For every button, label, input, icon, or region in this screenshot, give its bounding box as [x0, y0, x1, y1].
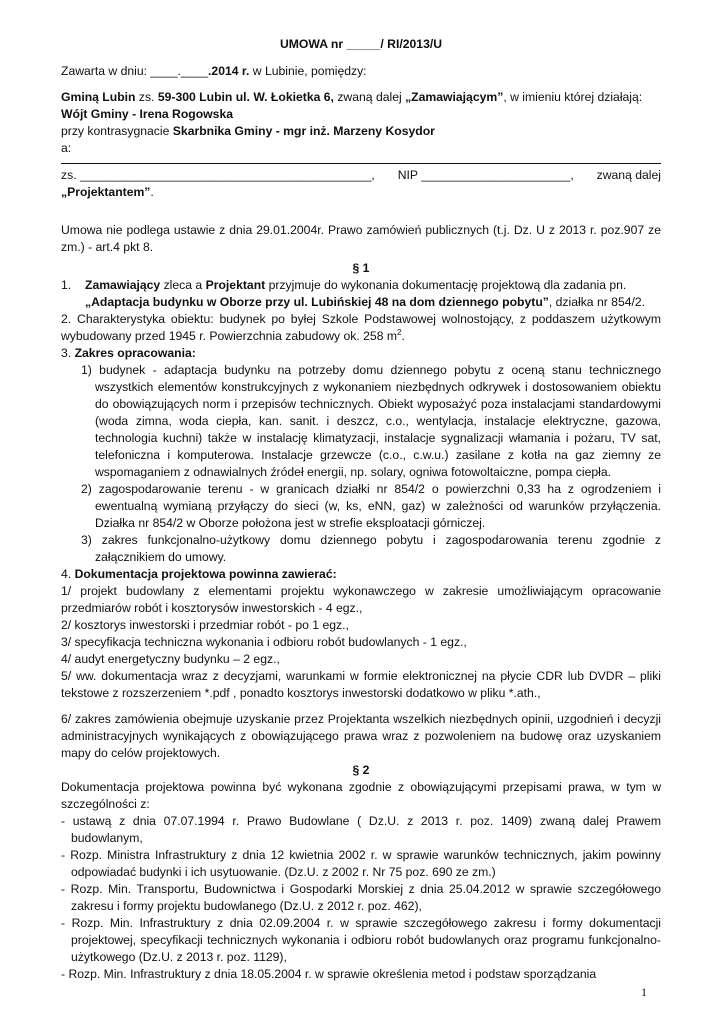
- s1-point-4-head: Dokumentacja projektowa powinna zawierać:: [74, 567, 337, 581]
- s1-point-4: [61, 566, 661, 583]
- s1-point-3-number: 3.: [61, 346, 75, 360]
- projektant-dot: .: [150, 185, 154, 199]
- documentation-item: 2/ kosztorys inwestorski i przedmiar robót - po 1 egz.,: [61, 618, 349, 632]
- documentation-item: 4/ audyt energetyczny budynku – 2 egz.,: [61, 652, 280, 666]
- projektant-line: [61, 184, 661, 201]
- contract-title: UMOWA nr _____/ RI/2013/U: [279, 37, 443, 51]
- zs-blank: zs. ___________________________________________,: [61, 168, 375, 182]
- s1-point-3-head: Zakres opracowania:: [74, 346, 196, 360]
- s1-point-2: [61, 311, 661, 345]
- nip-blank: NIP ______________________,: [397, 168, 574, 182]
- kontra-prefix: przy kontrasygnacie: [61, 124, 173, 138]
- s1-projektant: Projektant: [205, 278, 266, 292]
- s1-plot: , działka nr 854/2.: [548, 295, 646, 309]
- s1-text-b: przyjmuje do wykonania dokumentację projektową dla zadania pn.: [265, 278, 627, 292]
- party-address: 59-300 Lubin ul. W. Łokietka 6,: [157, 90, 334, 104]
- s2-intro: Dokumentacja projektowa powinna być wykonana zgodnie z obowiązującymi przepisami prawa, w tym w szczególności z:: [61, 780, 661, 811]
- date-suffix: w Lubinie, pomiędzy:: [249, 64, 367, 78]
- party-designer-row: [61, 167, 661, 184]
- pzp-note: Umowa nie podlega ustawie z dnia 29.01.2004r. Prawo zamówień publicznych (t.j. Dz. U z 2013 r. poz.907 ze zm.) - art.4 pkt 8.: [61, 223, 661, 254]
- page-number: 1: [641, 985, 647, 999]
- s1-point-3: [61, 345, 661, 362]
- date-prefix: Zawarta w dniu: ____.____: [61, 64, 209, 78]
- s1-point-2-dot: .: [401, 329, 405, 343]
- regulation-item: - Rozp. Min. Infrastruktury z dnia 18.05.2004 r. w sprawie określenia metod i podstaw sporządzania: [61, 967, 597, 981]
- section-2-heading: § 2: [352, 763, 370, 777]
- regulation-item: - Rozp. Ministra Infrastruktury z dnia 12 kwietnia 2002 r. w sprawie warunków technicznych, jakim powinny odpowiadać budynki i ich usytuowanie. (Dz.U. z 2002 r. Nr 75 poz. 690 ze zm.): [61, 848, 661, 879]
- party-name: Gminą Lubin: [61, 90, 136, 104]
- section-1-heading: § 1: [352, 261, 370, 275]
- party-text-end: , w imieniu której działają:: [503, 90, 643, 104]
- a-line: a:: [61, 141, 72, 155]
- document-body: [61, 36, 661, 983]
- zwana-dalej: zwaną dalej: [596, 168, 661, 182]
- s1-point-1-number: 1.: [61, 278, 72, 292]
- wojt-line: Wójt Gminy - Irena Rogowska: [61, 107, 233, 121]
- documentation-item: 3/ specyfikacja techniczna wykonania i odbioru robót budowlanych - 1 egz.,: [61, 635, 467, 649]
- scope-item: 1) budynek - adaptacja budynku na potrzeby domu dziennego pobytu z oceną stanu technicznego wszystkich elementów konstrukcyjnych z wykonaniem niezbędnych odkrywek i dostosowaniem obiektu do obowiązujących norm i przepisów technicznych. Obiekt wyposażyć poza instalacjami standardowymi (woda zimna, woda ciepła, kan. sanit. i deszcz, c.o., wentylacja, instalacje elektryczne, gazowa, technologia kuchni) także w instalację klimatyzacji, instalacje sygnalizacji włamania i pożaru, TV sat, telefoniczna i komputerowa. Instalacje grzewcze (c.o., c.w.u.) zasilane z kotła na gaz ziemny ze wspomaganiem z odnawialnych źródeł energii, np. solary, ogniwa fotowoltaiczne, pompa ciepła.: [81, 363, 661, 479]
- s1-text-a: zleca a: [160, 278, 206, 292]
- s1-point-1: [61, 277, 661, 311]
- documentation-item: 5/ ww. dokumentacja wraz z decyzjami, warunkami w formie elektronicznej na płycie CDR lub DVDR – pliki tekstowe z rozszerzeniem *.pdf , ponadto kosztorys inwestorski dodatkowo w pliku *.ath.,: [61, 669, 661, 700]
- scope-item: 2) zagospodarowanie terenu - w granicach działki nr 854/2 o powierzchni 0,33 ha z ogrodzeniem i ewentualną wymianą przyłączy do sieci (w, ks, eNN, gaz) w zależności od warunków przyłączenia. Działka nr 854/2 w Oborze położona jest w strefie eksploatacji górniczej.: [81, 482, 661, 530]
- party-text: zwaną dalej: [333, 90, 406, 104]
- date-year: .2014 r.: [208, 64, 250, 78]
- kontrasygnata-line: [61, 123, 661, 140]
- s1-point-6: 6/ zakres zamówienia obejmuje uzyskanie przez Projektanta wszelkich niezbędnych opinii, uzgodnień i decyzji administracyjnych wynikających z obowiązującego prawa wraz z pozwoleniem na budowę oraz uzyskaniem mapy do celów projektowych.: [61, 712, 661, 760]
- projektant-role: „Projektantem”: [61, 185, 151, 199]
- s1-zamawiajacy: Zamawiający: [85, 278, 161, 292]
- party-zs: zs.: [135, 90, 158, 104]
- kontra-name: Skarbnika Gminy - mgr inż. Marzeny Kosydor: [172, 124, 435, 138]
- regulation-item: - Rozp. Min. Infrastruktury z dnia 02.09.2004 r. w sprawie szczegółowego zakresu i formy dokumentacji projektowej, specyfikacji technicznych wykonania i odbioru robót budowlanych oraz programu funkcjonalno-użytkowego (Dz.U. z 2013 r. poz. 1129),: [61, 916, 661, 964]
- s1-point-2-sup: 2: [397, 327, 402, 337]
- s1-point-2-text: 2. Charakterystyka obiektu: budynek po byłej Szkole Podstawowej wolnostojący, z poddaszem użytkowym wybudowany przed 1945 r. Powierzchnia zabudowy ok. 258 m: [61, 312, 661, 343]
- contract-date: [61, 63, 661, 80]
- documentation-item: 1/ projekt budowlany z elementami projektu wykonawczego w zakresie umożliwiającym opracowanie przedmiarów robót i kosztorysów inwestorskich - 4 egz.,: [61, 584, 661, 615]
- party-role: „Zamawiającym”: [405, 90, 504, 104]
- s1-task-name: „Adaptacja budynku w Oborze przy ul. Lubińskiej 48 na dom dziennego pobytu”: [85, 295, 549, 309]
- blank-party-line: [61, 157, 661, 164]
- scope-item: 3) zakres funkcjonalno-użytkowy domu dziennego pobytu i zagospodarowania terenu zgodnie z załącznikiem do umowy.: [81, 533, 661, 564]
- regulation-item: - ustawą z dnia 07.07.1994 r. Prawo Budowlane ( Dz.U. z 2013 r. poz. 1409) zwaną dalej Prawem budowlanym,: [61, 814, 661, 845]
- regulation-item: - Rozp. Min. Transportu, Budownictwa i Gospodarki Morskiej z dnia 25.04.2012 w sprawie szczegółowego zakresu i formy projektu budowlanego (Dz.U. z 2012 r. poz. 462),: [61, 882, 661, 913]
- s1-point-4-number: 4.: [61, 567, 75, 581]
- party-ordering: [61, 89, 661, 106]
